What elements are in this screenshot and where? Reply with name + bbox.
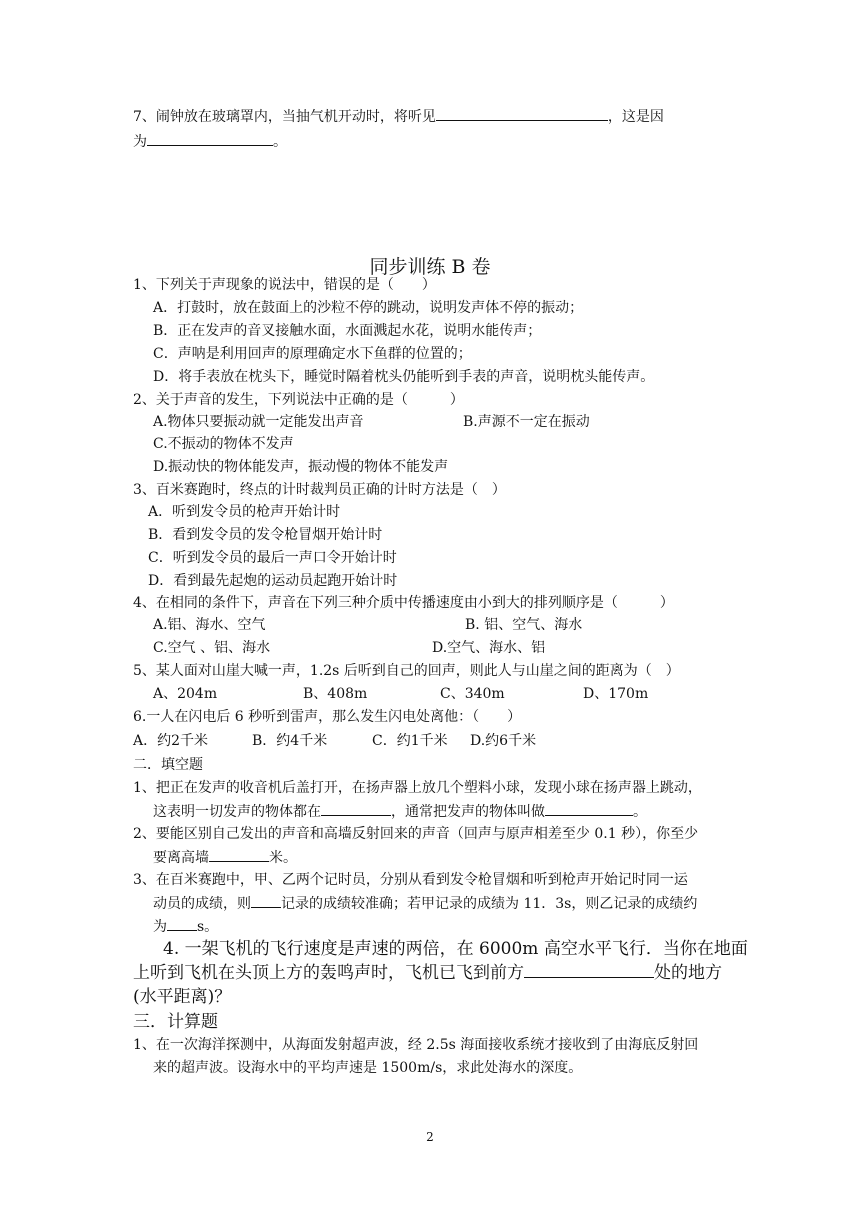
fill-q2-line2: [153, 847, 297, 868]
q2-option-a: A.物体只要振动就一定能发出声音: [153, 414, 364, 430]
answer-blank[interactable]: [321, 801, 391, 816]
q6-option-b: B．约4千米: [252, 733, 328, 749]
answer-blank[interactable]: [167, 916, 197, 931]
q7-text-b: ，这是因: [607, 109, 664, 125]
fill-q4-line3: (水平距离)？: [133, 987, 232, 1007]
fill-q4-line2: [133, 961, 722, 985]
calc-q1-line2: 来的超声波。设海水中的平均声速是 1500m/s，求此处海水的深度。: [153, 1060, 583, 1076]
fill-q3-text-b: 记录的成绩较准确；若甲记录的成绩为 11．3s，则乙记录的成绩约: [281, 896, 698, 912]
q5-stem: 5、某人面对山崖大喊一声，1.2s 后听到自己的回声，则此人与山崖之间的距离为（ ）: [133, 663, 680, 679]
q6-stem: 6.一人在闪电后 6 秒听到雷声，那么发生闪电处离他：（ ）: [133, 709, 522, 725]
q3-stem: 3、百米赛跑时，终点的计时裁判员正确的计时方法是（ ）: [133, 482, 506, 498]
fill-q3-line2: [153, 893, 697, 914]
fill-q1-line2: [153, 801, 647, 822]
q6-option-d: D.约6千米: [470, 733, 537, 749]
q2-stem: 2、关于声音的发生，下列说法中正确的是（ ）: [133, 392, 464, 408]
q6-option-c: C．约1千米: [372, 733, 448, 749]
answer-blank[interactable]: [147, 131, 273, 146]
q2-option-d: D.振动快的物体能发声，振动慢的物体不能发声: [153, 459, 449, 475]
q1-stem: 1、下列关于声现象的说法中，错误的是（ ）: [133, 277, 436, 293]
q5-option-a: A、204m: [153, 686, 218, 702]
q6-option-a: A．约2千米: [133, 733, 209, 749]
fill-q4-text-b: 处的地方: [654, 963, 722, 983]
answer-blank[interactable]: [436, 106, 608, 121]
page-number: 2: [426, 1130, 434, 1144]
fill-q1-text-b: ，通常把发声的物体叫做: [391, 804, 545, 820]
q1-option-b: B．正在发声的音叉接触水面，水面溅起水花，说明水能传声；: [153, 323, 542, 339]
fill-q1-line1: 1、把正在发声的收音机后盖打开，在扬声器上放几个塑料小球，发现小球在扬声器上跳动，: [133, 780, 702, 796]
q3-option-a: A．听到发令员的枪声开始计时: [148, 504, 341, 520]
fill-q2-line1: 2、要能区别自己发出的声音和高墙反射回来的声音（回声与原声相差至少 0.1 秒），你至少: [133, 826, 699, 842]
q3-option-c: C．听到发令员的最后一声口令开始计时: [148, 550, 397, 566]
q7-line1: [133, 106, 664, 127]
answer-blank[interactable]: [209, 847, 269, 862]
calc-q1-line1: 1、在一次海洋探测中，从海面发射超声波，经 2.5s 海面接收系统才接收到了由海底反射回: [133, 1037, 699, 1053]
fill-q3-text-a: 动员的成绩，则: [153, 896, 251, 912]
q7-line2: [133, 131, 287, 152]
q2-option-b: B.声源不一定在振动: [463, 414, 590, 430]
q4-option-b: B. 铝、空气、海水: [465, 617, 583, 633]
answer-blank[interactable]: [524, 963, 654, 978]
q7-text-a: 7、闹钟放在玻璃罩内，当抽气机开动时，将听见: [133, 109, 436, 125]
q7-text-d: 。: [273, 134, 287, 150]
fill-q1-text-c: 。: [633, 804, 647, 820]
fill-q1-text-a: 这表明一切发声的物体都在: [153, 804, 321, 820]
q7-text-c: 为: [133, 134, 147, 150]
fill-q3-text-d: s。: [197, 919, 219, 935]
calc-heading: 三．计算题: [133, 1012, 218, 1032]
fill-q3-text-c: 为: [153, 919, 167, 935]
q5-option-b: B、408m: [303, 686, 368, 702]
fill-q2-text-a: 要离高墙: [153, 850, 209, 866]
fill-heading: 二．填空题: [133, 757, 203, 773]
q5-option-d: D、170m: [583, 686, 649, 702]
q5-option-c: C、340m: [440, 686, 505, 702]
section-title: 同步训练 B 卷: [369, 256, 491, 278]
q4-option-c: C.空气 、铝、海水: [153, 640, 271, 656]
fill-q2-text-b: 米。: [269, 850, 297, 866]
fill-q3-line1: 3、在百米赛跑中，甲、乙两个记时员，分别从看到发令枪冒烟和听到枪声开始记时同一运: [133, 872, 688, 888]
q3-option-d: D．看到最先起炮的运动员起跑开始计时: [148, 573, 398, 589]
q3-option-b: B．看到发令员的发令枪冒烟开始计时: [148, 527, 383, 543]
q1-option-d: D．将手表放在枕头下，睡觉时隔着枕头仍能听到手表的声音，说明枕头能传声。: [153, 369, 655, 385]
fill-q4-line1: 4. 一架飞机的飞行速度是声速的两倍，在 6000m 高空水平飞行．当你在地面: [163, 939, 748, 959]
q4-stem: 4、在相同的条件下，声音在下列三种介质中传播速度由小到大的排列顺序是（ ）: [133, 595, 674, 611]
fill-q4-text-a: 上听到飞机在头顶上方的轰鸣声时，飞机已飞到前方: [133, 963, 524, 983]
q1-option-a: A．打鼓时，放在鼓面上的沙粒不停的跳动，说明发声体不停的振动；: [153, 300, 584, 316]
q2-option-c: C.不振动的物体不发声: [153, 436, 294, 452]
answer-blank[interactable]: [251, 893, 281, 908]
fill-q3-line3: [153, 916, 218, 937]
answer-blank[interactable]: [545, 801, 633, 816]
q4-option-a: A.铝、海水、空气: [153, 617, 266, 633]
q1-option-c: C．声呐是利用回声的原理确定水下鱼群的位置的；: [153, 346, 472, 362]
q4-option-d: D.空气、海水、铝: [432, 640, 546, 656]
